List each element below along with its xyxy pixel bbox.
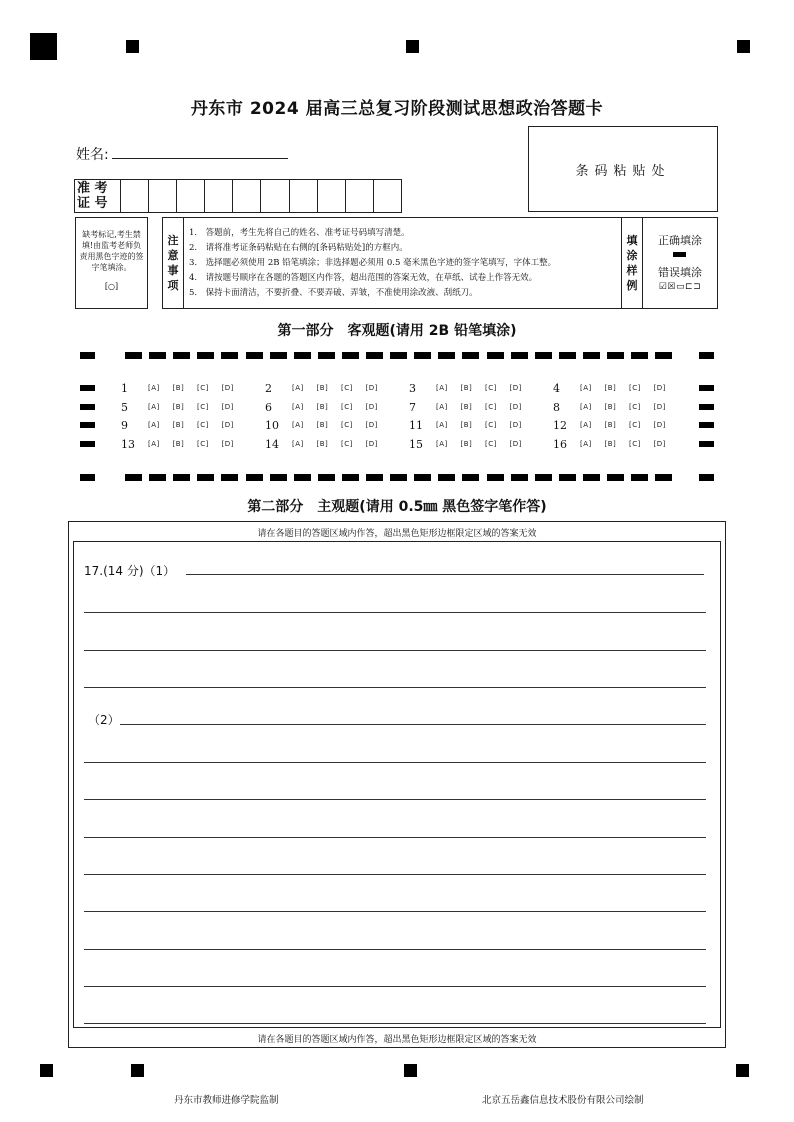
sample-wrong-label: 错误填涂 — [658, 266, 702, 279]
answer-line[interactable] — [84, 612, 706, 613]
exam-number-grid — [74, 179, 402, 213]
answer-bubble[interactable]: [C] — [629, 384, 641, 392]
timing-mark — [535, 474, 552, 481]
answer-bubble[interactable]: [D] — [365, 403, 378, 411]
timing-marker — [406, 40, 419, 53]
timing-mark — [246, 474, 263, 481]
answer-bubble[interactable]: [C] — [485, 421, 497, 429]
name-label: 姓名: — [76, 147, 109, 163]
answer-bubble[interactable]: [C] — [485, 403, 497, 411]
answer-bubble[interactable]: [B] — [604, 403, 617, 411]
question-number: 2 — [265, 382, 272, 395]
answer-bubble[interactable]: [C] — [341, 421, 353, 429]
timing-mark — [342, 474, 359, 481]
answer-bubble[interactable]: [B] — [172, 421, 185, 429]
timing-mark-left — [80, 474, 95, 481]
answer-bubble[interactable]: [B] — [316, 440, 329, 448]
absent-mark-box — [75, 217, 148, 309]
timing-mark — [149, 474, 166, 481]
fill-sample — [643, 218, 717, 308]
timing-mark — [487, 474, 504, 481]
answer-bubble[interactable]: [B] — [316, 403, 329, 411]
timing-mark — [462, 474, 479, 481]
exam-number-cell[interactable] — [374, 180, 401, 212]
answer-area-q17[interactable] — [73, 541, 721, 1028]
row-mark-right — [699, 422, 714, 428]
exam-number-cell[interactable] — [233, 180, 261, 212]
answer-bubble[interactable]: [D] — [221, 421, 234, 429]
answer-bubble[interactable]: [C] — [629, 440, 641, 448]
timing-mark — [366, 352, 383, 359]
answer-bubble[interactable]: [C] — [629, 421, 641, 429]
answer-bubble[interactable]: [A] — [148, 421, 160, 429]
barcode-label: 条码粘贴处 — [575, 163, 671, 179]
timing-mark — [559, 474, 576, 481]
timing-mark — [607, 474, 624, 481]
row-mark-right — [699, 385, 714, 391]
answer-bubble[interactable]: [A] — [148, 440, 160, 448]
timing-mark — [655, 474, 672, 481]
answer-bubble[interactable]: [D] — [365, 440, 378, 448]
question-number: 16 — [553, 438, 567, 451]
answer-line[interactable] — [120, 724, 706, 725]
answer-bubble[interactable]: [C] — [197, 440, 209, 448]
question-number: 5 — [121, 401, 128, 414]
timing-mark — [197, 352, 214, 359]
exam-number-cell[interactable] — [318, 180, 346, 212]
timing-mark — [294, 352, 311, 359]
exam-number-cell[interactable] — [121, 180, 149, 212]
answer-bubble[interactable]: [A] — [580, 421, 592, 429]
timing-mark — [390, 474, 407, 481]
timing-mark — [631, 352, 648, 359]
answer-bubble[interactable]: [B] — [172, 403, 185, 411]
answer-line[interactable] — [84, 687, 706, 688]
question-number: 6 — [265, 401, 272, 414]
answer-bubble[interactable]: [C] — [629, 403, 641, 411]
barcode-area[interactable] — [528, 126, 718, 212]
row-mark-right — [699, 441, 714, 447]
answer-bubble[interactable]: [B] — [460, 440, 473, 448]
exam-number-cell[interactable] — [177, 180, 205, 212]
absent-bubble[interactable]: [○] — [104, 282, 119, 291]
question-number: 13 — [121, 438, 135, 451]
note-item: 1. 答题前，考生先将自己的姓名、准考证号码填写清楚。 — [189, 228, 410, 238]
timing-mark — [318, 474, 335, 481]
answer-bubble[interactable]: [D] — [221, 384, 234, 392]
timing-mark-right — [699, 474, 714, 481]
note-item: 3. 选择题必须使用 2B 铅笔填涂；非选择题必须用 0.5 毫米黑色字迹的签字笔填写，字体工整。 — [189, 258, 557, 268]
question-number: 9 — [121, 419, 128, 432]
answer-bubble[interactable]: [D] — [653, 440, 666, 448]
question-number: 15 — [409, 438, 423, 451]
part1-title: 第一部分 客观题(请用 2B 铅笔填涂) — [277, 323, 517, 339]
timing-mark — [294, 474, 311, 481]
timing-mark — [511, 352, 528, 359]
answer-line[interactable] — [84, 911, 706, 912]
exam-number-cell[interactable] — [290, 180, 318, 212]
page-title: 丹东市 2024 届高三总复习阶段测试思想政治答题卡 — [190, 99, 604, 119]
notes-heading: 注 意 事 项 — [163, 218, 184, 308]
q17-part2-label: （2） — [88, 713, 120, 727]
footer-right: 北京五岳鑫信息技术股份有限公司绘制 — [482, 1095, 644, 1106]
timing-mark — [149, 352, 166, 359]
answer-bubble[interactable]: [B] — [316, 421, 329, 429]
timing-marker — [404, 1064, 417, 1077]
answer-bubble[interactable]: [B] — [604, 440, 617, 448]
answer-bubble[interactable]: [D] — [365, 421, 378, 429]
answer-line[interactable] — [84, 650, 706, 651]
answer-bubble[interactable]: [C] — [341, 384, 353, 392]
answer-bubble[interactable]: [C] — [197, 421, 209, 429]
notes-list — [189, 226, 619, 301]
question-number: 10 — [265, 419, 279, 432]
answer-bubble[interactable]: [A] — [580, 384, 592, 392]
timing-mark — [487, 352, 504, 359]
corner-marker-top-left — [30, 33, 57, 60]
answer-line[interactable] — [84, 837, 706, 838]
note-item: 4. 请按题号顺序在各题的答题区内作答，超出范围的答案无效，在草纸、试卷上作答无效。 — [189, 273, 538, 283]
answer-bubble[interactable]: [D] — [365, 384, 378, 392]
timing-mark — [414, 352, 431, 359]
timing-mark-left — [80, 352, 95, 359]
answer-bubble[interactable]: [A] — [148, 403, 160, 411]
answer-bubble[interactable]: [D] — [221, 440, 234, 448]
timing-marker — [126, 40, 139, 53]
name-field[interactable] — [112, 158, 288, 159]
timing-mark — [318, 352, 335, 359]
absent-instructions: 缺考标记,考生禁填!由监考老师负责用黑色字迹的签字笔填涂。 — [79, 230, 144, 272]
answer-bubble[interactable]: [A] — [436, 440, 448, 448]
timing-mark — [366, 474, 383, 481]
answer-line[interactable] — [84, 762, 706, 763]
answer-bubble[interactable]: [D] — [653, 384, 666, 392]
answer-bubble[interactable]: [A] — [292, 421, 304, 429]
filled-bubble-icon — [673, 252, 686, 257]
timing-mark — [270, 352, 287, 359]
answer-bubble[interactable]: [A] — [436, 403, 448, 411]
timing-mark-right — [699, 352, 714, 359]
answer-bubble[interactable]: [A] — [580, 403, 592, 411]
answer-bubble[interactable]: [D] — [509, 421, 522, 429]
row-mark-left — [80, 404, 95, 410]
answer-bubble[interactable]: [B] — [172, 440, 185, 448]
answer-bubble[interactable]: [C] — [197, 384, 209, 392]
answer-bubble[interactable]: [A] — [148, 384, 160, 392]
area-warning-bottom: 请在各题目的答题区域内作答，超出黑色矩形边框限定区域的答案无效 — [257, 1035, 537, 1045]
timing-mark — [125, 352, 142, 359]
answer-bubble[interactable]: [B] — [604, 421, 617, 429]
part2-title: 第二部分 主观题(请用 0.5㎜ 黑色签字笔作答) — [247, 499, 547, 515]
timing-mark — [438, 474, 455, 481]
answer-line[interactable] — [84, 986, 706, 987]
timing-mark — [246, 352, 263, 359]
exam-number-cell[interactable] — [205, 180, 233, 212]
exam-number-cell[interactable] — [346, 180, 374, 212]
answer-line[interactable] — [84, 799, 706, 800]
timing-mark — [438, 352, 455, 359]
wrong-fill-icons: ☑☒▭⊏⊐ — [658, 282, 702, 292]
answer-bubble[interactable]: [D] — [509, 440, 522, 448]
timing-mark — [342, 352, 359, 359]
timing-mark — [535, 352, 552, 359]
sample-heading: 填 涂 样 例 — [621, 218, 643, 308]
answer-bubble[interactable]: [D] — [653, 421, 666, 429]
exam-number-cell[interactable] — [261, 180, 289, 212]
timing-marker — [736, 1064, 749, 1077]
timing-mark — [173, 352, 190, 359]
answer-bubble[interactable]: [C] — [341, 440, 353, 448]
answer-bubble[interactable]: [C] — [485, 440, 497, 448]
timing-mark — [655, 352, 672, 359]
notes-panel — [162, 217, 718, 309]
note-item: 2. 请将准考证条码粘贴在右侧的[条码粘贴处]的方框内。 — [189, 243, 408, 253]
answer-bubble[interactable]: [A] — [292, 384, 304, 392]
answer-bubble[interactable]: [A] — [436, 421, 448, 429]
row-mark-left — [80, 441, 95, 447]
timing-mark — [390, 352, 407, 359]
answer-bubble[interactable]: [A] — [436, 384, 448, 392]
answer-bubble[interactable]: [A] — [292, 403, 304, 411]
timing-mark — [583, 352, 600, 359]
question-number: 11 — [409, 419, 423, 432]
question-number: 7 — [409, 401, 416, 414]
timing-mark — [511, 474, 528, 481]
timing-marker — [40, 1064, 53, 1077]
timing-marker — [131, 1064, 144, 1077]
answer-bubble[interactable]: [D] — [653, 403, 666, 411]
answer-bubble[interactable]: [B] — [460, 384, 473, 392]
timing-mark — [125, 474, 142, 481]
answer-bubble[interactable]: [A] — [292, 440, 304, 448]
question-number: 12 — [553, 419, 567, 432]
answer-bubble[interactable]: [B] — [460, 403, 473, 411]
timing-mark — [607, 352, 624, 359]
answer-bubble[interactable]: [C] — [485, 384, 497, 392]
area-warning-top: 请在各题目的答题区域内作答，超出黑色矩形边框限定区域的答案无效 — [257, 529, 537, 539]
timing-mark — [270, 474, 287, 481]
answer-bubble[interactable]: [D] — [509, 384, 522, 392]
timing-mark — [197, 474, 214, 481]
question-number: 8 — [553, 401, 560, 414]
timing-mark — [559, 352, 576, 359]
question-number: 3 — [409, 382, 416, 395]
timing-mark — [221, 352, 238, 359]
answer-line[interactable] — [186, 574, 704, 575]
timing-mark — [173, 474, 190, 481]
timing-mark — [414, 474, 431, 481]
answer-bubble[interactable]: [A] — [580, 440, 592, 448]
timing-mark — [462, 352, 479, 359]
answer-line[interactable] — [84, 949, 706, 950]
row-mark-left — [80, 422, 95, 428]
question-number: 14 — [265, 438, 279, 451]
timing-mark — [221, 474, 238, 481]
question-number: 1 — [121, 382, 128, 395]
q17-label: 17.(14 分)（1） — [84, 564, 176, 578]
answer-bubble[interactable]: [D] — [221, 403, 234, 411]
note-item: 5. 保持卡面清洁，不要折叠、不要弄破、弄皱，不准使用涂改液、刮纸刀。 — [189, 288, 478, 298]
row-mark-right — [699, 404, 714, 410]
exam-number-cell[interactable] — [149, 180, 177, 212]
answer-bubble[interactable]: [B] — [316, 384, 329, 392]
answer-line[interactable] — [84, 1023, 706, 1024]
answer-bubble[interactable]: [B] — [460, 421, 473, 429]
answer-bubble[interactable]: [D] — [509, 403, 522, 411]
sample-correct-label: 正确填涂 — [658, 234, 702, 247]
question-number: 4 — [553, 382, 560, 395]
timing-marker — [737, 40, 750, 53]
answer-bubble[interactable]: [C] — [341, 403, 353, 411]
exam-number-label: 准 考 证 号 — [75, 180, 121, 212]
answer-line[interactable] — [84, 874, 706, 875]
answer-bubble[interactable]: [B] — [604, 384, 617, 392]
footer-left: 丹东市教师进修学院监制 — [174, 1095, 279, 1106]
answer-bubble[interactable]: [B] — [172, 384, 185, 392]
timing-mark — [583, 474, 600, 481]
row-mark-left — [80, 385, 95, 391]
answer-bubble[interactable]: [C] — [197, 403, 209, 411]
timing-mark — [631, 474, 648, 481]
